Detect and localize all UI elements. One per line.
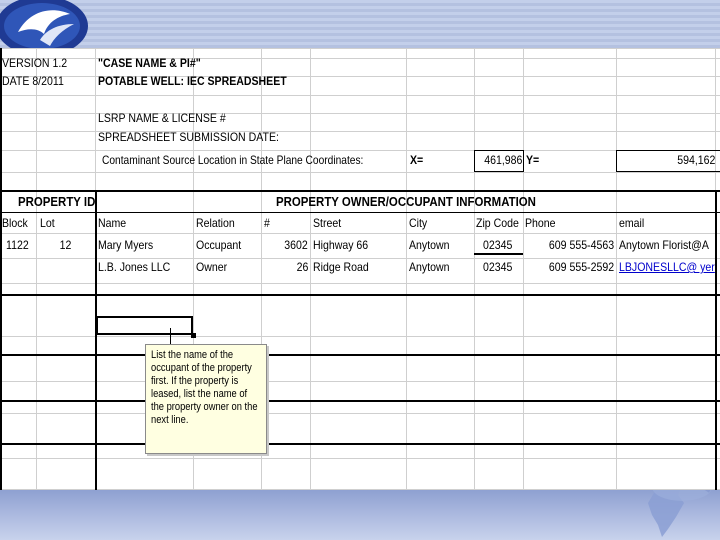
city-cell[interactable]: Anytown bbox=[409, 238, 450, 252]
email-link[interactable]: LBJONESLLC@ yer bbox=[619, 260, 715, 274]
column-header-name: Name bbox=[98, 216, 127, 230]
property-id-header: PROPERTY ID bbox=[18, 194, 96, 209]
name-cell[interactable]: L.B. Jones LLC bbox=[98, 260, 171, 274]
y-value-cell[interactable]: 594,162 bbox=[676, 153, 715, 167]
lsrp-label: LSRP NAME & LICENSE # bbox=[98, 111, 226, 125]
relation-cell[interactable]: Owner bbox=[196, 260, 228, 274]
spreadsheet bbox=[0, 48, 720, 490]
version-label: VERSION 1.2 bbox=[2, 56, 68, 70]
phone-cell[interactable]: 609 555-2592 bbox=[548, 260, 614, 274]
form-title: POTABLE WELL: IEC SPREADSHEET bbox=[98, 74, 287, 88]
number-cell[interactable]: 26 bbox=[296, 260, 308, 274]
column-header-street: Street bbox=[313, 216, 342, 230]
fill-handle[interactable] bbox=[191, 333, 196, 338]
column-header-city: City bbox=[409, 216, 428, 230]
column-header-relation: Relation bbox=[196, 216, 235, 230]
relation-cell[interactable]: Occupant bbox=[196, 238, 242, 252]
case-name-cell[interactable]: "CASE NAME & PI#" bbox=[98, 56, 201, 70]
column-header-phone: Phone bbox=[525, 216, 556, 230]
column-header-number: # bbox=[264, 216, 270, 230]
number-cell[interactable]: 3602 bbox=[284, 238, 308, 252]
block-cell[interactable]: 1122 bbox=[6, 238, 29, 252]
x-value-cell[interactable]: 461,986 bbox=[483, 153, 522, 167]
column-header-email: email bbox=[619, 216, 645, 230]
column-header-zip: Zip Code bbox=[476, 216, 519, 230]
comment-pointer bbox=[170, 328, 171, 345]
street-cell[interactable]: Ridge Road bbox=[313, 260, 369, 274]
column-header-block: Block bbox=[2, 216, 28, 230]
coordinates-label: Contaminant Source Location in State Plane Coordinates: bbox=[102, 153, 364, 167]
lot-cell[interactable]: 12 bbox=[59, 238, 71, 252]
njdep-logo-icon bbox=[0, 0, 100, 48]
column-header-lot: Lot bbox=[40, 216, 55, 230]
submission-date-label: SPREADSHEET SUBMISSION DATE: bbox=[98, 130, 279, 144]
date-label: DATE 8/2011 bbox=[2, 74, 64, 88]
email-cell[interactable]: Anytown Florist@A bbox=[619, 238, 709, 252]
zip-cell[interactable]: 02345 bbox=[482, 260, 512, 274]
phone-cell[interactable]: 609 555-4563 bbox=[548, 238, 614, 252]
zip-cell[interactable]: 02345 bbox=[482, 238, 512, 252]
cell-comment bbox=[145, 344, 267, 454]
city-cell[interactable]: Anytown bbox=[409, 260, 450, 274]
street-cell[interactable]: Highway 66 bbox=[313, 238, 369, 252]
y-label: Y= bbox=[526, 153, 540, 167]
x-label: X= bbox=[410, 153, 424, 167]
comment-text: List the name of the occupant of the property first. If the property is leased, list the name of the property owner on the next line. bbox=[151, 349, 258, 426]
owner-info-header: PROPERTY OWNER/OCCUPANT INFORMATION bbox=[276, 194, 536, 209]
selected-cell[interactable] bbox=[96, 316, 193, 335]
name-cell[interactable]: Mary Myers bbox=[98, 238, 154, 252]
